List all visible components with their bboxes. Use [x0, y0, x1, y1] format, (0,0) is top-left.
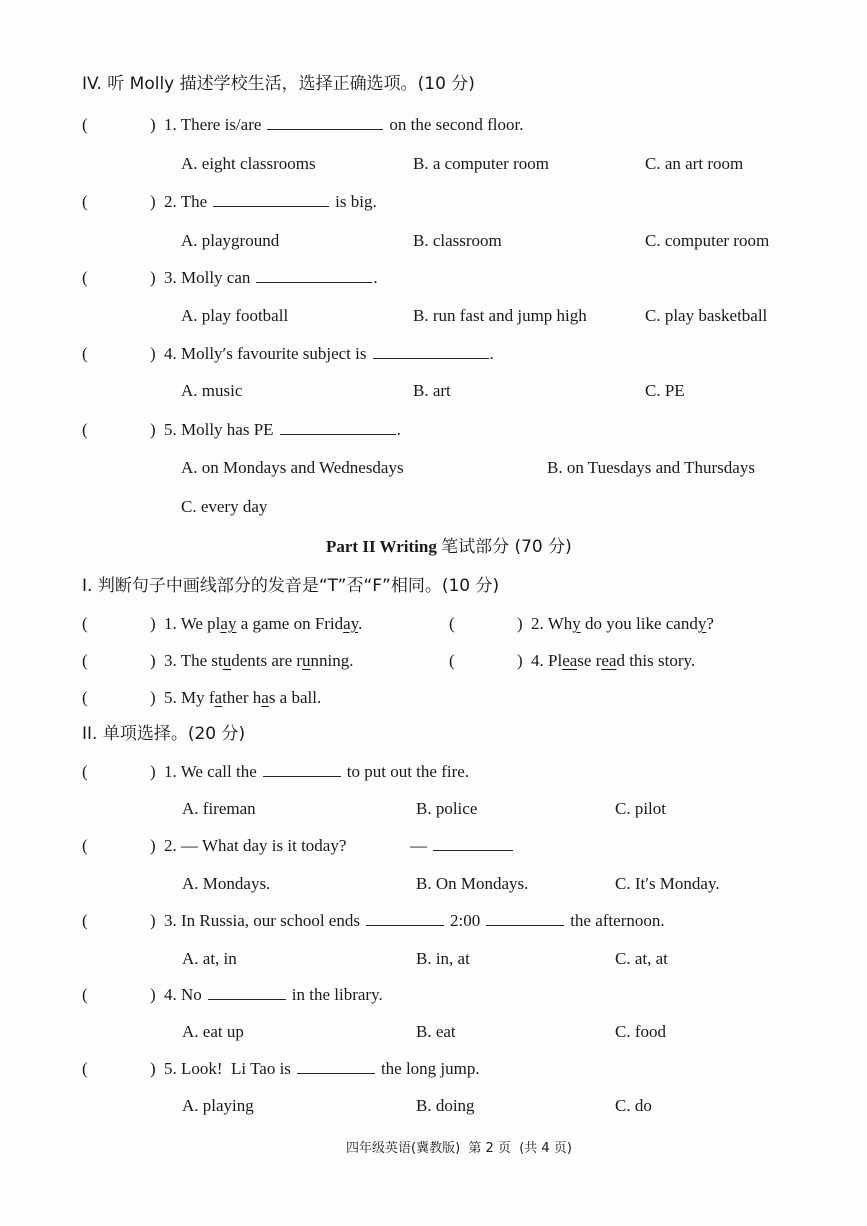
question-ii-5: 5. Look! Li Tao is the long jump. — [164, 1059, 480, 1078]
option-c: C. play basketball — [645, 306, 768, 325]
option-a: A. fireman — [182, 799, 256, 818]
section-i-title: I. 判断句子中画线部分的发音是“T”否“F”相同。(10 分) — [82, 576, 500, 596]
option-c: C. PE — [645, 381, 685, 400]
exam-page: IV. 听 Molly 描述学校生活，选择正确选项。(10 分) ( ) 1. There is/are on the second floor. A. eight classrooms B. a computer room C. an art room ( ) 2. The is big. A. playground B. classroom C. computer room ( ) 3. Molly can . A. play football B. run fast and jump high C. play basketball ( ) 4. Molly′s favourite subject is . A. music B. art C. PE ( ) 5. Molly has PE . A. on Mondays and Wednesdays B. on Tuesdays and Thursdays C. every day Part II Writing 笔试部分 (70 分) I. 判断句子中画线部分的发音是“T”否“F”相同。(10 分) ( ) 1. We play a game on Friday. ( ) 2. Why do you like candy? ( ) 3. The students are running. ( ) 4. Please read this story. ( ) 5. My father has a ball. II. 单项选择。(20 分) ( ) 1. We call the to put out the fire. A. fireman B. police C. pilot ( ) 2. — What day is it today? — A. Mondays. B. On Mondays. C. It′s Monday. ( ) 3. In Russia, our school ends 2:00 the afternoon. A. at, in B. in, at C. at, at ( ) 4. No in the library. A. eat up B. eat C. food ( ) 5. Look! Li Tao is the long jump. A. playing B. doing C. do 四年级英语(冀教版) 第 2 页 (共 4 页) — [0, 0, 867, 1226]
option-a: A. eat up — [182, 1022, 244, 1041]
option-b: B. doing — [416, 1096, 475, 1115]
question-iv-5: 5. Molly has PE . — [164, 420, 401, 439]
option-c: C. It′s Monday. — [615, 874, 720, 893]
option-b: B. classroom — [413, 231, 502, 250]
answer-blank[interactable] — [256, 268, 372, 283]
question-iv-1: 1. There is/are on the second floor. — [164, 115, 524, 134]
answer-blank[interactable] — [366, 911, 444, 926]
option-b: B. a computer room — [413, 154, 549, 173]
answer-blank[interactable] — [213, 192, 329, 207]
sentence-i-5: 5. My father has a ball. — [164, 688, 322, 707]
option-a: A. Mondays. — [182, 874, 271, 893]
answer-blank[interactable] — [433, 836, 513, 851]
answer-dash-line: — — [410, 835, 519, 857]
section-ii-title: II. 单项选择。(20 分) — [82, 724, 246, 744]
option-c: C. food — [615, 1022, 666, 1041]
option-c: C. every day — [181, 497, 268, 516]
option-c: C. do — [615, 1096, 652, 1115]
option-a: A. eight classrooms — [181, 154, 316, 173]
option-c: C. computer room — [645, 231, 770, 250]
option-a: A. playground — [181, 231, 280, 250]
option-a: A. on Mondays and Wednesdays — [181, 458, 404, 477]
question-iv-3: 3. Molly can . — [164, 268, 378, 287]
option-b: B. on Tuesdays and Thursdays — [547, 458, 755, 477]
option-c: C. pilot — [615, 799, 667, 818]
option-a: A. at, in — [182, 949, 237, 968]
option-a: A. music — [181, 381, 243, 400]
answer-blank[interactable] — [208, 985, 286, 1000]
sentence-i-4: 4. Please read this story. — [531, 651, 696, 670]
part-ii-heading: Part II Writing 笔试部分 (70 分) — [326, 537, 572, 557]
option-b: B. police — [416, 799, 478, 818]
answer-blank[interactable] — [373, 344, 489, 359]
option-c: C. an art room — [645, 154, 744, 173]
page-footer: 四年级英语(冀教版) 第 2 页 (共 4 页) — [346, 1141, 572, 1156]
section-iv-title: IV. 听 Molly 描述学校生活，选择正确选项。(10 分) — [82, 74, 475, 94]
option-b: B. in, at — [416, 949, 470, 968]
option-b: B. eat — [416, 1022, 456, 1041]
option-b: B. art — [413, 381, 451, 400]
option-a: A. play football — [181, 306, 289, 325]
answer-blank[interactable] — [263, 762, 341, 777]
option-c: C. at, at — [615, 949, 668, 968]
answer-blank[interactable] — [280, 420, 396, 435]
question-iv-4: 4. Molly′s favourite subject is . — [164, 344, 494, 363]
question-ii-2: 2. — What day is it today? — [164, 836, 347, 855]
answer-blank[interactable] — [486, 911, 564, 926]
sentence-i-3: 3. The students are running. — [164, 651, 354, 670]
answer-blank[interactable] — [267, 115, 383, 130]
answer-blank[interactable] — [297, 1059, 375, 1074]
question-iv-2: 2. The is big. — [164, 192, 377, 211]
sentence-i-2: 2. Why do you like candy? — [531, 614, 714, 633]
sentence-i-1: 1. We play a game on Friday. — [164, 614, 363, 633]
option-b: B. run fast and jump high — [413, 306, 587, 325]
question-ii-3: 3. In Russia, our school ends 2:00 the afternoon. — [164, 911, 665, 930]
option-a: A. playing — [182, 1096, 254, 1115]
question-ii-4: 4. No in the library. — [164, 985, 383, 1004]
question-ii-1: 1. We call the to put out the fire. — [164, 762, 470, 781]
option-b: B. On Mondays. — [416, 874, 529, 893]
